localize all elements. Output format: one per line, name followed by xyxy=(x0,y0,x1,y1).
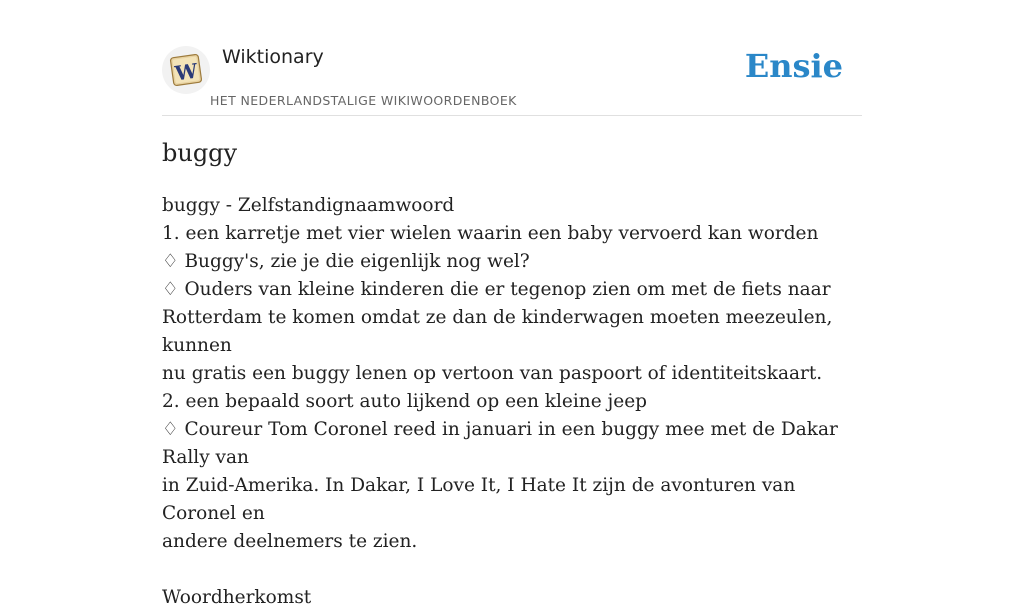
site-tagline: HET NEDERLANDSTALIGE WIKIWOORDENBOEK xyxy=(210,93,517,108)
example-2-line-2: Rotterdam te komen omdat ze dan de kinderwagen moeten meezeulen, kunnen xyxy=(162,307,833,356)
site-name-link[interactable]: Wiktionary xyxy=(222,46,324,68)
example-2-line-3: nu gratis een buggy lenen op vertoon van paspoort of identiteitskaart. xyxy=(162,363,823,384)
example-1: ♢ Buggy's, zie je die eigenlijk nog wel? xyxy=(162,251,530,272)
part-of-speech-line: buggy - Zelfstandignaamwoord xyxy=(162,195,455,216)
etymology-heading: Woordherkomst xyxy=(162,587,312,608)
paragraph-spacer xyxy=(162,556,862,584)
example-2-line-1: ♢ Ouders van kleine kinderen die er tegenop zien om met de fiets naar xyxy=(162,279,831,300)
ensie-brand-link[interactable]: Ensie xyxy=(744,47,843,85)
wiktionary-tile-icon xyxy=(166,50,206,90)
page xyxy=(162,0,862,608)
wiktionary-logo-icon[interactable] xyxy=(162,46,210,94)
logo-letter: W xyxy=(173,58,200,86)
page-title: buggy xyxy=(162,139,238,167)
definition-2: 2. een bepaald soort auto lijkend op een kleine jeep xyxy=(162,391,648,412)
example-3-line-2: in Zuid-Amerika. In Dakar, I Love It, I Hate It zijn de avonturen van Coronel en xyxy=(162,475,796,524)
example-3-line-1: ♢ Coureur Tom Coronel reed in januari in een buggy mee met de Dakar Rally van xyxy=(162,419,838,468)
site-header xyxy=(162,0,862,116)
example-3-line-3: andere deelnemers te zien. xyxy=(162,531,418,552)
entry-content xyxy=(162,192,862,612)
definition-1: 1. een karretje met vier wielen waarin een baby vervoerd kan worden xyxy=(162,223,819,244)
